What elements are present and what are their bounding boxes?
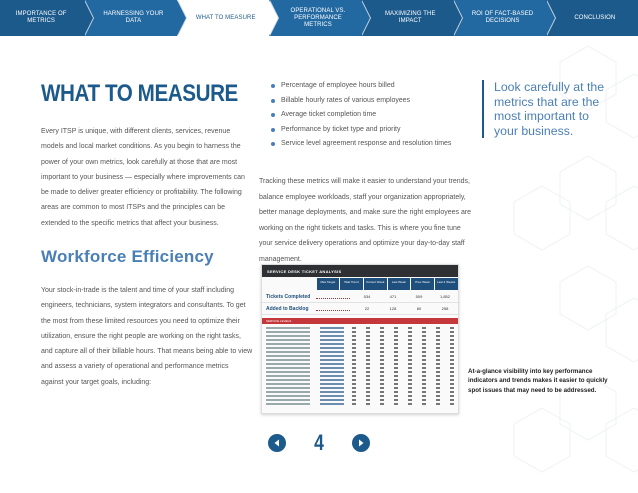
tab-maximizing-the-impact[interactable] xyxy=(361,0,453,36)
list-item: Percentage of employee hours billed xyxy=(270,79,480,94)
tracking-paragraph: Tracking these metrics will make it easier to understand your trends, balance employee workloads, staff your organization appropriately, better manage deployments, and make sure the right employees are working on the right tickets and tasks. This is where you fine tune your service delivery operations and optimize your day-to-day staff management. xyxy=(259,178,472,263)
chevron-left-icon xyxy=(273,439,281,447)
workforce-paragraph: Your stock-in-trade is the talent and time of your staff including engineers, technicians, system integrators and consultants. To get the most from these limited resources you need to optimize their utilization, ensure the right people are working on the right tasks, and capture all of their billable hours. That means being able to view and assess a variety of operational and performance metrics against your target goals, including: xyxy=(41,287,253,386)
dashboard-column: Prev Week xyxy=(411,278,434,290)
dashboard-header: SERVICE DESK TICKET ANALYSIS xyxy=(262,265,458,277)
detail-line xyxy=(266,402,454,406)
section-nav xyxy=(0,0,638,36)
dashboard-section-band: SERVICE LEVELS xyxy=(262,318,458,324)
section-heading-workforce-efficiency: Workforce Efficiency xyxy=(41,247,214,266)
dashboard-column-headers xyxy=(316,277,458,291)
cell-value: 1,852 xyxy=(439,294,450,299)
tab-conclusion[interactable] xyxy=(546,0,638,36)
dashboard-column: Current Week xyxy=(364,278,387,290)
figure-caption: At-a-glance visibility into key performance indicators and trends makes it easier to quickly spot issues that may need to be addressed. xyxy=(468,368,608,394)
tab-label: WHAT TO MEASURE xyxy=(195,14,256,21)
dashboard-detail-rows xyxy=(262,324,458,408)
dashboard-column: Wait Trend xyxy=(340,278,363,290)
row-label: Added to Backlog xyxy=(266,305,309,312)
tab-operational-vs-performance[interactable] xyxy=(269,0,361,36)
list-item: Billable hourly rates of various employees xyxy=(270,94,480,109)
sparkline-icon xyxy=(316,306,350,311)
tab-label: IMPORTANCE OF METRICS xyxy=(15,11,67,24)
tab-harnessing-your-data[interactable] xyxy=(84,0,176,36)
dashboard-screenshot xyxy=(261,264,459,414)
sparkline-icon xyxy=(316,294,350,299)
metrics-bullet-list xyxy=(270,79,480,152)
pull-quote: Look carefully at the metrics that are the most important to your business. xyxy=(482,80,610,138)
dashboard-column: Last 4 Weeks xyxy=(435,278,458,290)
cell-value: 80 xyxy=(416,306,422,311)
list-item: Service level agreement response and resolution times xyxy=(270,137,480,152)
tab-label: CONCLUSION xyxy=(574,14,616,21)
chevron-right-icon xyxy=(357,439,365,447)
tab-roi-of-fact-based-decisions[interactable] xyxy=(453,0,545,36)
tab-label: HARNESSING YOUR DATA xyxy=(103,11,164,24)
page-title: WHAT TO MEASURE xyxy=(41,80,238,107)
list-item: Performance by ticket type and priority xyxy=(270,123,480,138)
table-row xyxy=(262,291,458,303)
tab-importance-of-metrics[interactable] xyxy=(0,0,84,36)
tab-label: ROI OF FACT-BASED DECISIONS xyxy=(471,11,534,24)
tab-what-to-measure[interactable] xyxy=(177,0,269,36)
next-page-button[interactable] xyxy=(352,434,370,452)
cell-value: 471 xyxy=(389,294,397,299)
prev-page-button[interactable] xyxy=(268,434,286,452)
cell-value: 509 xyxy=(415,294,423,299)
cell-value: 534 xyxy=(363,294,371,299)
page-number: 4 xyxy=(314,430,324,455)
table-row xyxy=(262,303,458,315)
page-navigation xyxy=(268,430,370,456)
dashboard-column: Max Target xyxy=(317,278,340,290)
tab-label: MAXIMIZING THE IMPACT xyxy=(384,11,436,24)
cell-value: 22 xyxy=(364,306,370,311)
row-label: Tickets Completed xyxy=(266,293,311,300)
cell-value: 128 xyxy=(389,306,397,311)
list-item: Average ticket completion time xyxy=(270,108,480,123)
intro-paragraph: Every ITSP is unique, with different clients, services, revenue models and local market conditions. As you begin to harness the power of your own metrics, look carefully at those that are most important to your business — especially where improvements can be made to deliver greater efficiency or profitability. The following areas are common to most ITSPs and the principles can be extended to the specific metrics that affect your business. xyxy=(41,128,245,227)
tab-label: OPERATIONAL VS. PERFORMANCE METRICS xyxy=(290,7,346,28)
cell-value: 258 xyxy=(441,306,449,311)
dashboard-column: Last Week xyxy=(388,278,411,290)
